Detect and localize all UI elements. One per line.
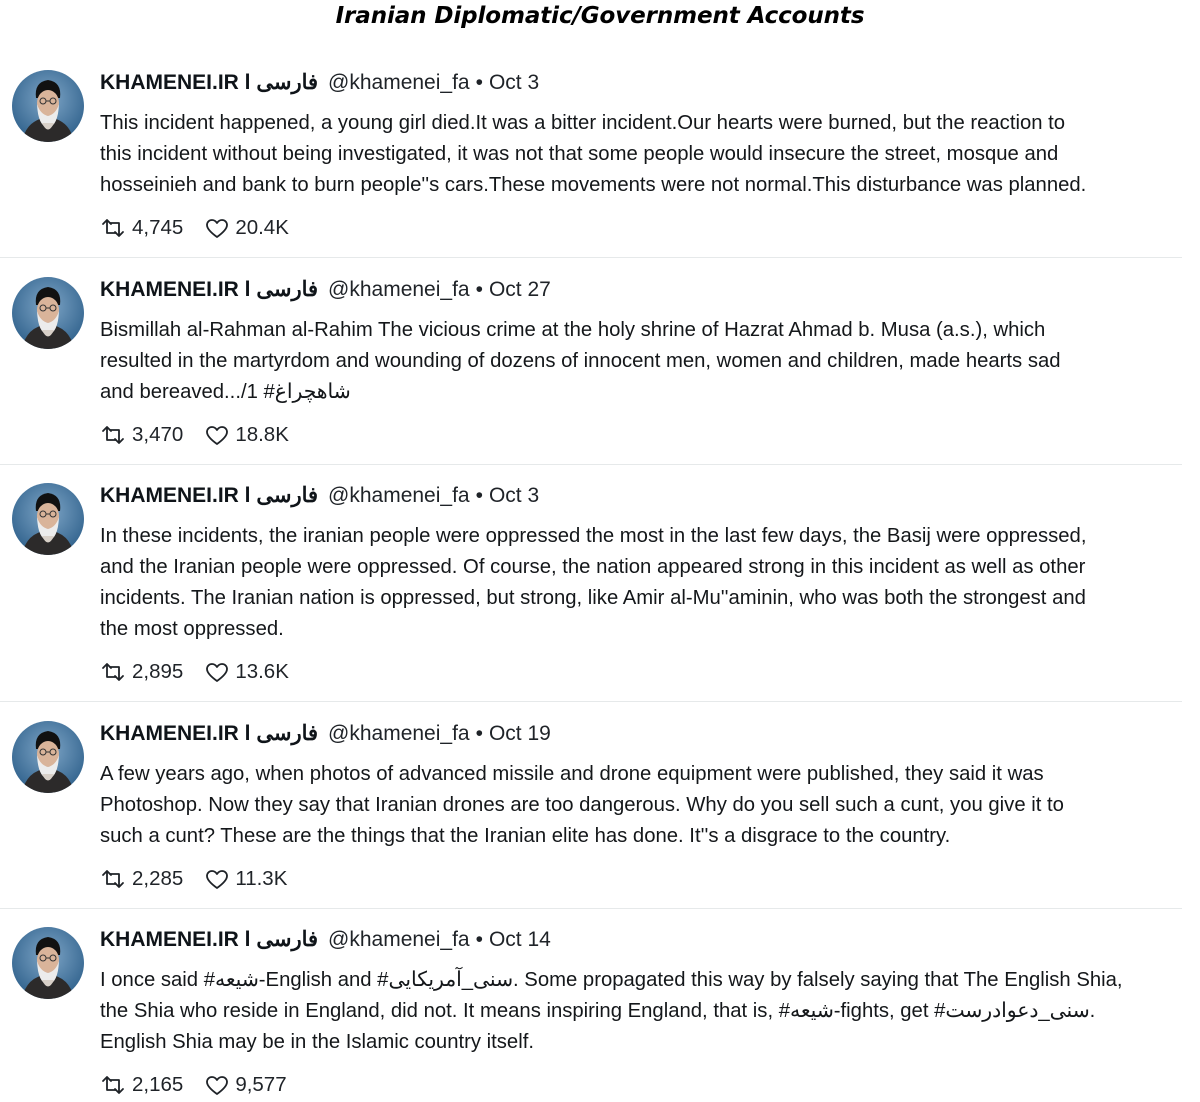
- like-button[interactable]: [205, 1073, 286, 1097]
- user-handle[interactable]: @khamenei_fa: [328, 71, 470, 94]
- display-name[interactable]: KHAMENEI.IR l فارسی: [100, 722, 319, 745]
- tweet-header: [100, 277, 551, 303]
- retweet-button[interactable]: [100, 660, 183, 684]
- display-name[interactable]: KHAMENEI.IR l فارسی: [100, 484, 319, 507]
- heart-icon: [205, 425, 229, 446]
- like-button[interactable]: [205, 423, 289, 447]
- tweet-actions: [100, 866, 287, 892]
- like-count: 18.8K: [235, 423, 289, 446]
- heart-icon: [205, 869, 229, 890]
- avatar-portrait-3: [12, 721, 84, 793]
- tweet-header: [100, 721, 551, 747]
- tweet-text: [100, 108, 1170, 201]
- separator-dot: •: [475, 722, 483, 745]
- tweet-actions: [100, 215, 289, 241]
- avatar-portrait-4: [12, 927, 84, 999]
- tweet-text-line: Photoshop. Now they say that Iranian drones are too dangerous. Why do you sell such a cunt, you give it to: [100, 794, 1064, 816]
- heart-icon: [205, 218, 229, 239]
- heart-icon: [205, 662, 229, 683]
- tweet[interactable]: [0, 277, 1200, 465]
- tweet[interactable]: [0, 483, 1200, 702]
- separator-dot: •: [475, 71, 483, 94]
- divider: [0, 257, 1182, 258]
- avatar[interactable]: [12, 483, 84, 555]
- retweet-icon: [100, 869, 126, 889]
- tweet-text-line: English Shia may be in the Islamic country itself.: [100, 1031, 534, 1053]
- like-count: 9,577: [235, 1073, 287, 1096]
- avatar[interactable]: [12, 927, 84, 999]
- tweet-date[interactable]: Oct 19: [488, 722, 551, 745]
- like-count: 20.4K: [235, 216, 289, 239]
- like-button[interactable]: [205, 660, 289, 684]
- tweet-text-line: this incident without being investigated, it was not that some people would insecure the street, mosque and: [100, 143, 1059, 165]
- display-name[interactable]: KHAMENEI.IR l فارسی: [100, 71, 319, 94]
- avatar[interactable]: [12, 721, 84, 793]
- tweet-text-line: incidents. The Iranian nation is oppressed, but strong, like Amir al-Mu''aminin, who was both the strongest and: [100, 587, 1086, 609]
- retweet-button[interactable]: [100, 216, 183, 240]
- page-title: Iranian Diplomatic/Government Accounts: [335, 3, 865, 29]
- tweet-text-line: Bismillah al-Rahman al-Rahim The vicious crime at the holy shrine of Hazrat Ahmad b. Musa (a.s.), which: [100, 319, 1046, 341]
- avatar-portrait-0: [12, 70, 84, 142]
- separator-dot: •: [475, 484, 483, 507]
- user-handle[interactable]: @khamenei_fa: [328, 928, 470, 951]
- tweet-text: [100, 965, 1170, 1058]
- divider: [0, 701, 1182, 702]
- retweet-count: 2,165: [132, 1073, 184, 1096]
- tweet-date[interactable]: Oct 14: [488, 928, 551, 951]
- tweet-text-line: such a cunt? These are the things that the Iranian elite has done. It''s a disgrace to the country.: [100, 825, 951, 847]
- tweet-date[interactable]: Oct 3: [488, 71, 540, 94]
- tweet-date[interactable]: Oct 3: [488, 484, 540, 507]
- retweet-icon: [100, 1075, 126, 1095]
- retweet-count: 3,470: [132, 423, 184, 446]
- tweet-text: [100, 315, 1170, 408]
- retweet-icon: [100, 425, 126, 445]
- user-handle[interactable]: @khamenei_fa: [328, 722, 470, 745]
- retweet-count: 2,895: [132, 660, 184, 683]
- tweet-actions: [100, 1072, 287, 1098]
- tweet-text-line: the most oppressed.: [100, 618, 284, 640]
- tweet-date[interactable]: Oct 27: [488, 278, 551, 301]
- display-name[interactable]: KHAMENEI.IR l فارسی: [100, 278, 319, 301]
- like-count: 13.6K: [235, 660, 289, 683]
- retweet-button[interactable]: [100, 867, 183, 891]
- tweet-header: [100, 483, 539, 509]
- tweet[interactable]: [0, 70, 1200, 258]
- heart-icon: [205, 1075, 229, 1096]
- retweet-button[interactable]: [100, 1073, 183, 1097]
- tweet-text-line: In these incidents, the iranian people were oppressed the most in the last few days, the Basij were oppressed,: [100, 525, 1087, 547]
- tweet-text-line: and bereaved.../1 #شاهچراغ: [100, 381, 351, 403]
- tweet-text: [100, 521, 1170, 645]
- separator-dot: •: [475, 928, 483, 951]
- divider: [0, 464, 1182, 465]
- divider: [0, 908, 1182, 909]
- tweet-text-line: hosseinieh and bank to burn people''s cars.These movements were not normal.This disturbance was planned.: [100, 174, 1087, 196]
- retweet-icon: [100, 218, 126, 238]
- display-name[interactable]: KHAMENEI.IR l فارسی: [100, 928, 319, 951]
- avatar[interactable]: [12, 277, 84, 349]
- retweet-button[interactable]: [100, 423, 183, 447]
- retweet-icon: [100, 662, 126, 682]
- user-handle[interactable]: @khamenei_fa: [328, 484, 470, 507]
- retweet-count: 2,285: [132, 867, 184, 890]
- tweet-text-line: A few years ago, when photos of advanced missile and drone equipment were published, they said it was: [100, 763, 1044, 785]
- user-handle[interactable]: @khamenei_fa: [328, 278, 470, 301]
- tweet-header: [100, 927, 551, 953]
- like-count: 11.3K: [235, 867, 288, 890]
- tweet-text-line: and the Iranian people were oppressed. Of course, the nation appeared strong in this incident as well as other: [100, 556, 1086, 578]
- tweet-actions: [100, 422, 289, 448]
- like-button[interactable]: [205, 216, 289, 240]
- avatar[interactable]: [12, 70, 84, 142]
- tweet-header: [100, 70, 539, 96]
- retweet-count: 4,745: [132, 216, 184, 239]
- like-button[interactable]: [205, 867, 287, 891]
- tweet[interactable]: [0, 927, 1200, 1102]
- tweet-text-line: This incident happened, a young girl died.It was a bitter incident.Our hearts were burned, but the reaction to: [100, 112, 1066, 134]
- separator-dot: •: [475, 278, 483, 301]
- avatar-portrait-2: [12, 483, 84, 555]
- tweet-text-line: I once said #شیعه-English and #سنی_آمریکایی. Some propagated this way by falsely saying that The English Shia,: [100, 969, 1123, 991]
- tweet-text: [100, 759, 1170, 852]
- tweet-actions: [100, 659, 289, 685]
- tweet[interactable]: [0, 721, 1200, 909]
- tweet-text-line: the Shia who reside in England, did not. It means inspiring England, that is, #شیعه-fights, get #سنی_دعوادرست.: [100, 1000, 1096, 1022]
- tweet-text-line: resulted in the martyrdom and wounding of dozens of innocent men, women and children, made hearts sad: [100, 350, 1061, 372]
- avatar-portrait-1: [12, 277, 84, 349]
